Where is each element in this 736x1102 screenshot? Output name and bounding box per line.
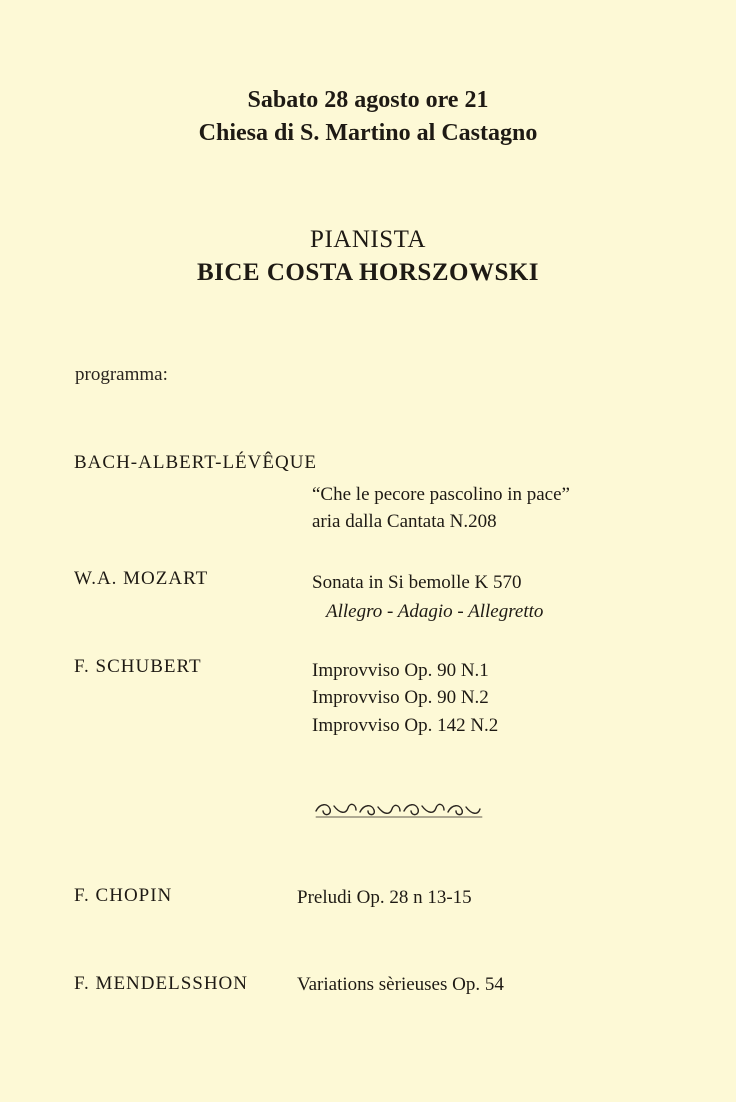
work-mozart-movements: Allegro - Adagio - Allegretto <box>326 601 544 622</box>
performer-name: BICE COSTA HORSZOWSKI <box>196 259 540 286</box>
concert-date: Sabato 28 agosto ore 21 <box>247 87 489 113</box>
composer-bach: BACH-ALBERT-LÉVÊQUE <box>74 452 318 473</box>
performer-role: PIANISTA <box>310 226 426 253</box>
concert-venue: Chiesa di S. Martino al Castagno <box>198 120 538 146</box>
work-bach-title: “Che le pecore pascolino in pace” <box>312 484 570 505</box>
program-intro: programma: <box>75 364 168 385</box>
composer-chopin: F. CHOPIN <box>74 885 173 906</box>
composer-schubert: F. SCHUBERT <box>74 656 202 677</box>
work-chopin: Preludi Op. 28 n 13-15 <box>297 887 472 908</box>
work-mozart-sonata: Sonata in Si bemolle K 570 <box>312 572 522 593</box>
work-schubert-3: Improvviso Op. 142 N.2 <box>312 715 499 736</box>
scroll-ornament-icon <box>314 798 484 820</box>
composer-mozart: W.A. MOZART <box>74 568 209 589</box>
work-mendelssohn: Variations sèrieuses Op. 54 <box>297 974 504 995</box>
work-bach-subtitle: aria dalla Cantata N.208 <box>312 511 497 532</box>
composer-mendelssohn: F. MENDELSSHON <box>74 973 248 994</box>
work-schubert-2: Improvviso Op. 90 N.2 <box>312 687 489 708</box>
work-schubert-1: Improvviso Op. 90 N.1 <box>312 660 489 681</box>
